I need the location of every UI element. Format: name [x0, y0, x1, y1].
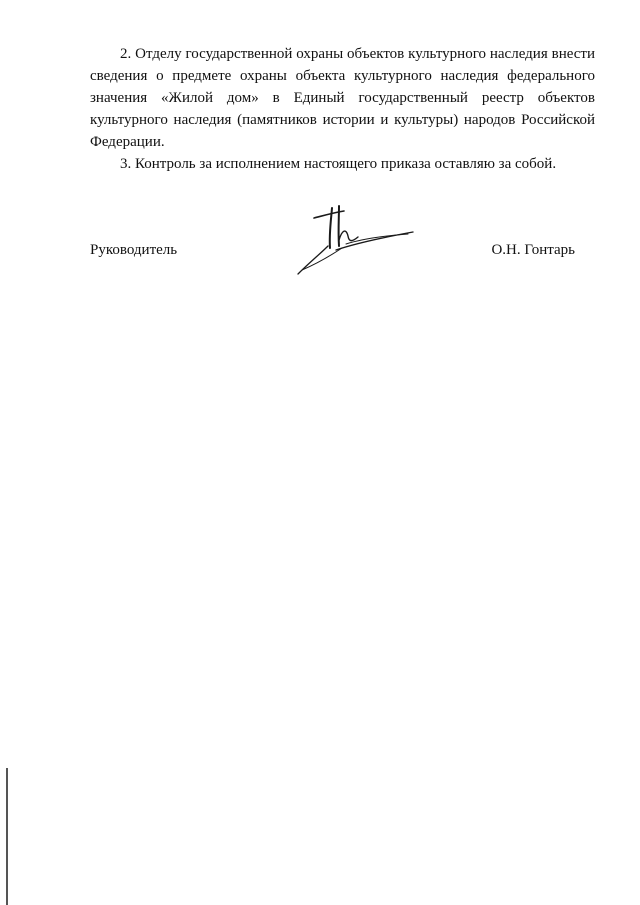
signature-block [90, 239, 575, 263]
signer-name: О.Н. Гонтарь [491, 242, 575, 258]
scan-edge-mark [6, 768, 8, 905]
document-body [90, 43, 595, 175]
paragraph-item-2: 2. Отделу государственной охраны объектов культурного наследия внести сведения о предмете охраны объекта культурного наследия федерального значения «Жилой дом» в Единый государственный реестр объектов культурного наследия (памятников истории и культуры) народов Российской Федерации. [90, 46, 595, 150]
signer-title: Руководитель [90, 242, 178, 258]
paragraph-item-3: 3. Контроль за исполнением настоящего приказа оставляю за собой. [120, 156, 557, 172]
